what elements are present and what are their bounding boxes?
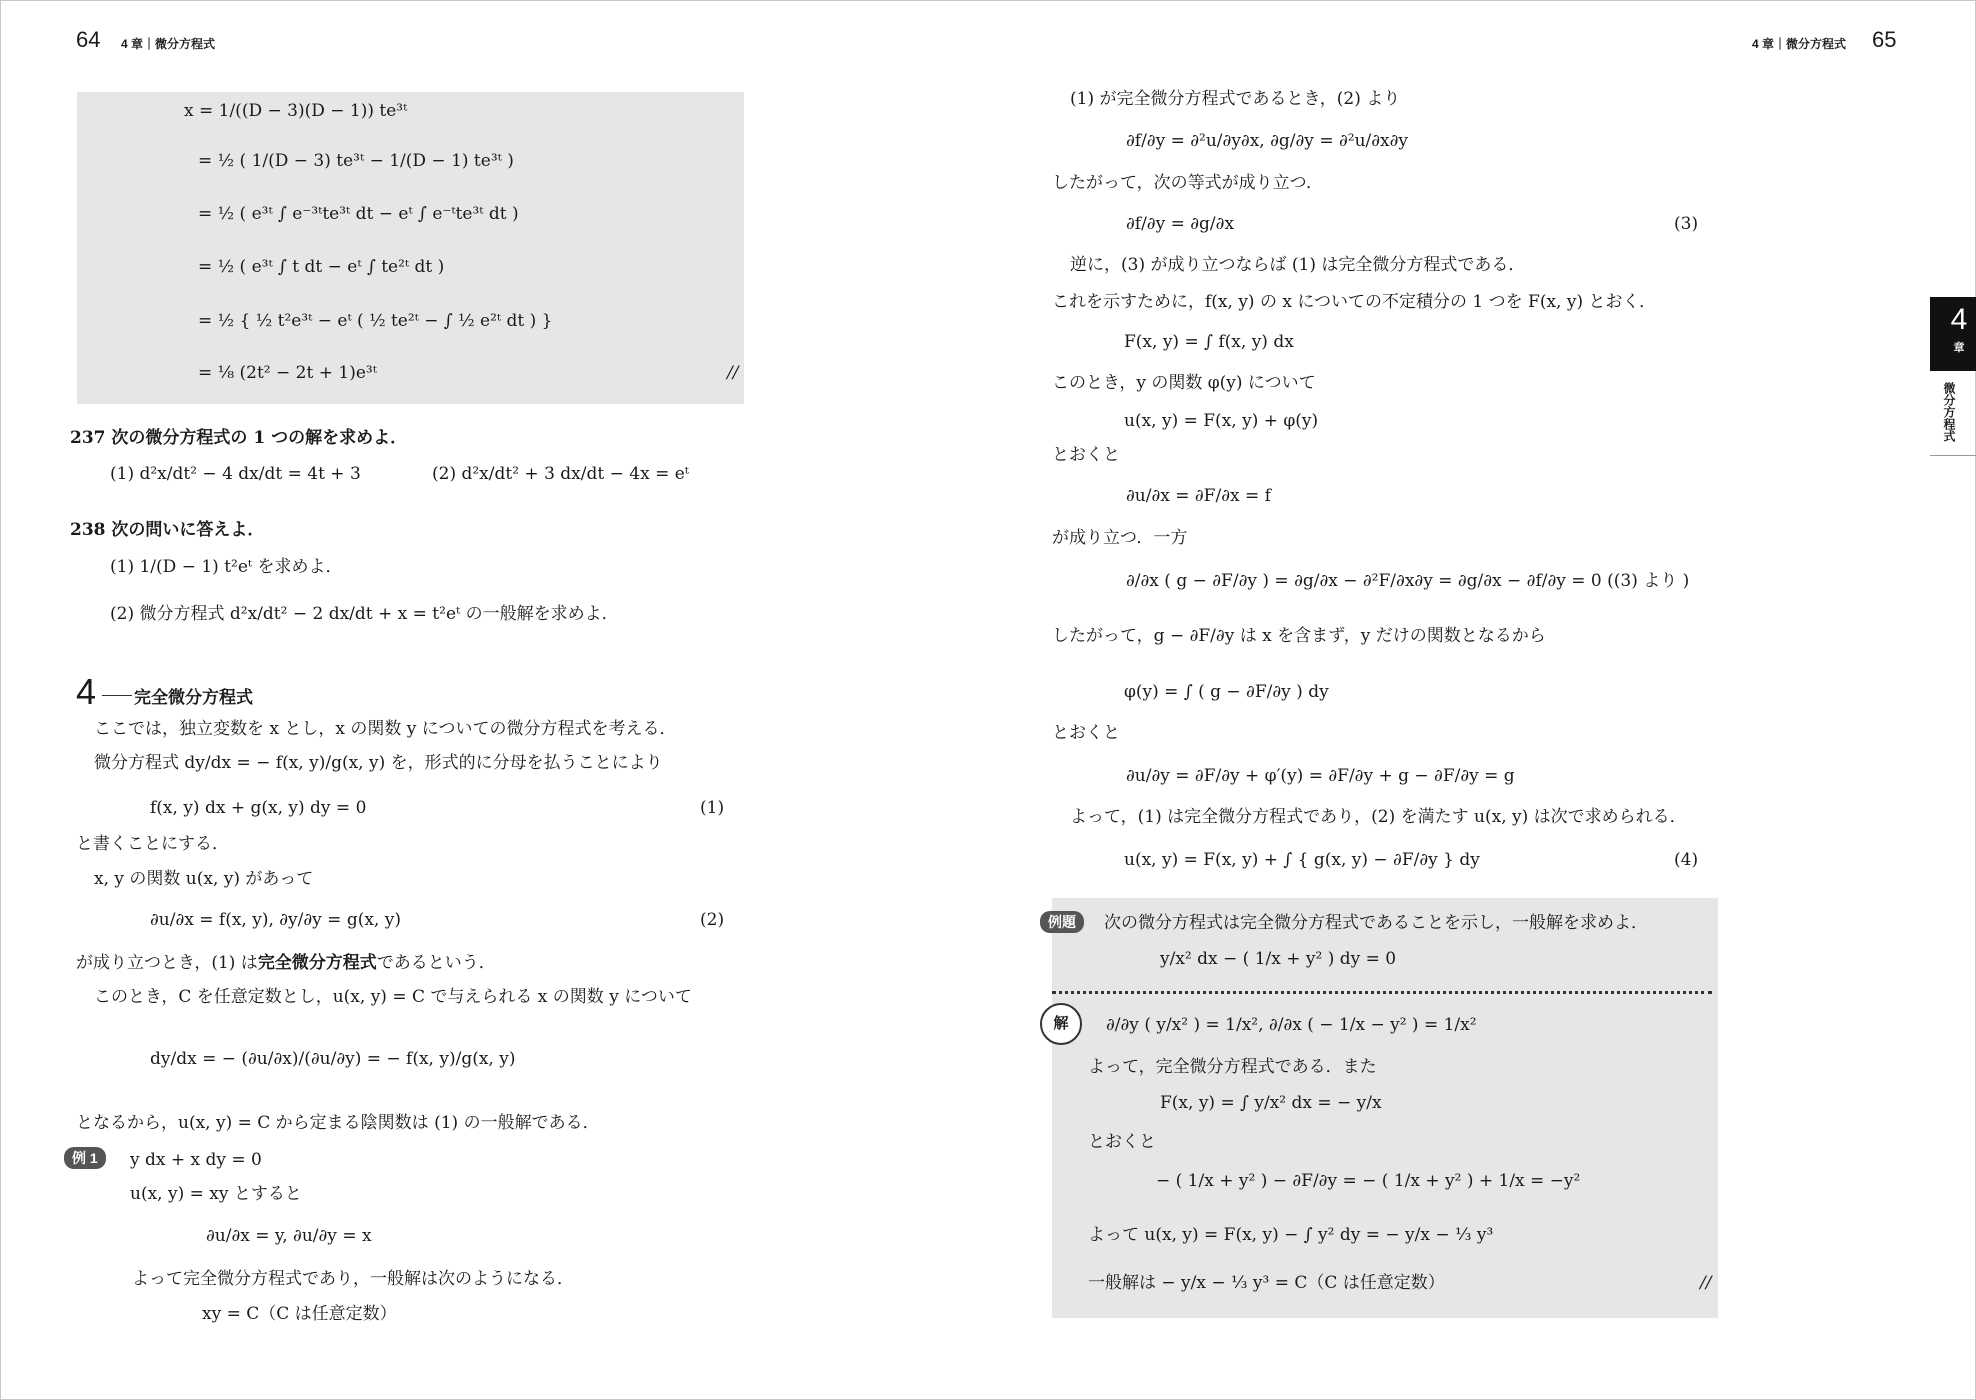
equation-4: u(x, y) = F(x, y) + ∫ { g(x, y) − ∂F/∂y } dy bbox=[1124, 850, 1480, 870]
right-eq-F: F(x, y) = ∫ f(x, y) dx bbox=[1124, 332, 1294, 352]
solution-line-2: よって，完全微分方程式である．また bbox=[1088, 1057, 1377, 1077]
right-text-1: (1) が完全微分方程式であるとき，(2) より bbox=[1070, 89, 1401, 109]
solution-line-5: − ( 1/x + y² ) − ∂F/∂y = − ( 1/x + y² ) + 1/x = −y² bbox=[1156, 1171, 1581, 1191]
example-badge: 例 1 bbox=[64, 1147, 106, 1169]
equation-2-number: (2) bbox=[700, 910, 725, 930]
chapter-tab bbox=[1930, 297, 1976, 371]
derivation-line-6: = ⅛ (2t² − 2t + 1)e³ᵗ bbox=[198, 363, 377, 383]
equation-3: ∂f/∂y = ∂g/∂x bbox=[1126, 214, 1235, 234]
right-text-6: とおくと bbox=[1052, 445, 1120, 465]
equation-implicit: dy/dx = − (∂u/∂x)/(∂u/∂y) = − f(x, y)/g(x, y) bbox=[150, 1049, 516, 1069]
right-eq-dudy: ∂u/∂y = ∂F/∂y + φ′(y) = ∂F/∂y + g − ∂F/∂y = g bbox=[1126, 766, 1515, 786]
equation-1-number: (1) bbox=[700, 798, 725, 818]
problem-238-title: 238 次の問いに答えよ． bbox=[70, 520, 265, 540]
left-text-5b: であるという． bbox=[376, 953, 496, 973]
problem-237-title: 237 次の微分方程式の 1 つの解を求めよ． bbox=[70, 428, 408, 448]
left-running-title: 4 章｜微分方程式 bbox=[121, 37, 216, 51]
example-line-1: u(x, y) = xy とすると bbox=[130, 1184, 302, 1204]
derivation-line-5: = ½ { ½ t²e³ᵗ − eᵗ ( ½ te²ᵗ − ∫ ½ e²ᵗ dt ) } bbox=[198, 311, 553, 331]
left-text-3: と書くことにする． bbox=[76, 834, 229, 854]
right-text-9: とおくと bbox=[1052, 723, 1120, 743]
right-eq-mixed: ∂/∂x ( g − ∂F/∂y ) = ∂g/∂x − ∂²F/∂x∂y = ∂g/∂x − ∂f/∂y = 0 ((3) より ) bbox=[1126, 571, 1690, 591]
left-text-1: ここでは，独立変数を x とし，x の関数 y についての微分方程式を考える． bbox=[94, 719, 677, 739]
solution-line-6: よって u(x, y) = F(x, y) − ∫ y² dy = − y/x − ⅓ y³ bbox=[1088, 1225, 1494, 1245]
section-title: 完全微分方程式 bbox=[134, 688, 253, 707]
problem-237-2: (2) d²x/dt² + 3 dx/dt − 4x = eᵗ bbox=[432, 464, 689, 484]
example-equation: y dx + x dy = 0 bbox=[130, 1150, 262, 1170]
right-eq-partials: ∂f/∂y = ∂²u/∂y∂x, ∂g/∂y = ∂²u/∂x∂y bbox=[1126, 131, 1409, 151]
section-rule bbox=[102, 695, 132, 696]
section-number: 4 bbox=[76, 671, 97, 712]
left-text-2: 微分方程式 dy/dx = − f(x, y)/g(x, y) を，形式的に分母を払うことにより bbox=[94, 753, 663, 773]
solution-end-mark: // bbox=[1700, 1273, 1712, 1293]
derivation-end-mark: // bbox=[727, 363, 739, 383]
left-text-5 bbox=[76, 952, 496, 974]
solution-line-7: 一般解は − y/x − ⅓ y³ = C（C は任意定数） bbox=[1088, 1273, 1445, 1293]
derivation-line-3: = ½ ( e³ᵗ ∫ e⁻³ᵗte³ᵗ dt − eᵗ ∫ e⁻ᵗte³ᵗ dt ) bbox=[198, 204, 519, 224]
equation-4-number: (4) bbox=[1674, 850, 1699, 870]
derivation-line-2: = ½ ( 1/(D − 3) te³ᵗ − 1/(D − 1) te³ᵗ ) bbox=[198, 151, 514, 171]
worked-example-badge: 例題 bbox=[1040, 911, 1084, 933]
chapter-tab-vertical-title: 微分方程式 bbox=[1942, 382, 1956, 442]
right-eq-dudx: ∂u/∂x = ∂F/∂x = f bbox=[1126, 486, 1271, 506]
tab-divider bbox=[1930, 455, 1976, 456]
derivation-line-1: x = 1/((D − 3)(D − 1)) te³ᵗ bbox=[184, 101, 408, 121]
worked-example-equation: y/x² dx − ( 1/x + y² ) dy = 0 bbox=[1160, 949, 1397, 969]
right-text-3: 逆に，(3) が成り立つならば (1) は完全微分方程式である． bbox=[1070, 255, 1526, 275]
example-line-2: ∂u/∂x = y, ∂u/∂y = x bbox=[206, 1226, 372, 1246]
left-text-6: このとき，C を任意定数とし，u(x, y) = C で与えられる x の関数 y について bbox=[94, 987, 692, 1007]
left-text-5a: が成り立つとき，(1) は bbox=[76, 953, 258, 973]
worked-example-question: 次の微分方程式は完全微分方程式であることを示し，一般解を求めよ． bbox=[1104, 913, 1648, 933]
left-text-7: となるから，u(x, y) = C から定まる陰関数は (1) の一般解である． bbox=[76, 1113, 600, 1133]
example-line-3: よって完全微分方程式であり，一般解は次のようになる． bbox=[132, 1269, 574, 1289]
solution-line-4: とおくと bbox=[1088, 1132, 1156, 1152]
right-text-10: よって，(1) は完全微分方程式であり，(2) を満たす u(x, y) は次で求められる． bbox=[1070, 807, 1687, 827]
chapter-tab-number: 4 bbox=[1950, 303, 1968, 336]
right-text-7: が成り立つ．一方 bbox=[1052, 528, 1188, 548]
problem-237-1: (1) d²x/dt² − 4 dx/dt = 4t + 3 bbox=[110, 464, 361, 484]
right-page-number: 65 bbox=[1872, 27, 1897, 52]
problem-238-2: (2) 微分方程式 d²x/dt² − 2 dx/dt + x = t²eᵗ の一般解を求めよ． bbox=[110, 604, 619, 624]
left-page-number: 64 bbox=[76, 27, 101, 52]
chapter-tab-char: 章 bbox=[1953, 342, 1965, 354]
right-text-4: これを示すために，f(x, y) の x についての不定積分の 1 つを F(x, y) とおく． bbox=[1052, 292, 1657, 312]
right-running-title: 4 章｜微分方程式 bbox=[1752, 37, 1847, 51]
right-text-2: したがって，次の等式が成り立つ． bbox=[1052, 173, 1323, 193]
left-text-4: x, y の関数 u(x, y) があって bbox=[94, 869, 314, 889]
right-eq-phi: φ(y) = ∫ ( g − ∂F/∂y ) dy bbox=[1124, 682, 1329, 702]
derivation-line-4: = ½ ( e³ᵗ ∫ t dt − eᵗ ∫ te²ᵗ dt ) bbox=[198, 257, 445, 277]
equation-1: f(x, y) dx + g(x, y) dy = 0 bbox=[150, 798, 367, 818]
problem-238-1: (1) 1/(D − 1) t²eᵗ を求めよ． bbox=[110, 557, 343, 577]
equation-2: ∂u/∂x = f(x, y), ∂y/∂y = g(x, y) bbox=[150, 910, 401, 930]
solution-badge: 解 bbox=[1040, 1003, 1082, 1045]
term-exact-de: 完全微分方程式 bbox=[257, 953, 377, 972]
right-text-5: このとき，y の関数 φ(y) について bbox=[1052, 373, 1316, 393]
dotted-separator bbox=[1052, 991, 1712, 994]
solution-line-3: F(x, y) = ∫ y/x² dx = − y/x bbox=[1160, 1093, 1382, 1113]
example-line-4: xy = C（C は任意定数） bbox=[202, 1304, 397, 1324]
right-eq-u: u(x, y) = F(x, y) + φ(y) bbox=[1124, 411, 1319, 431]
solution-line-1: ∂/∂y ( y/x² ) = 1/x², ∂/∂x ( − 1/x − y² ) = 1/x² bbox=[1106, 1015, 1477, 1035]
derivation-box bbox=[77, 92, 744, 404]
right-text-8: したがって，g − ∂F/∂y は x を含まず，y だけの関数となるから bbox=[1052, 626, 1546, 646]
equation-3-number: (3) bbox=[1674, 214, 1699, 234]
